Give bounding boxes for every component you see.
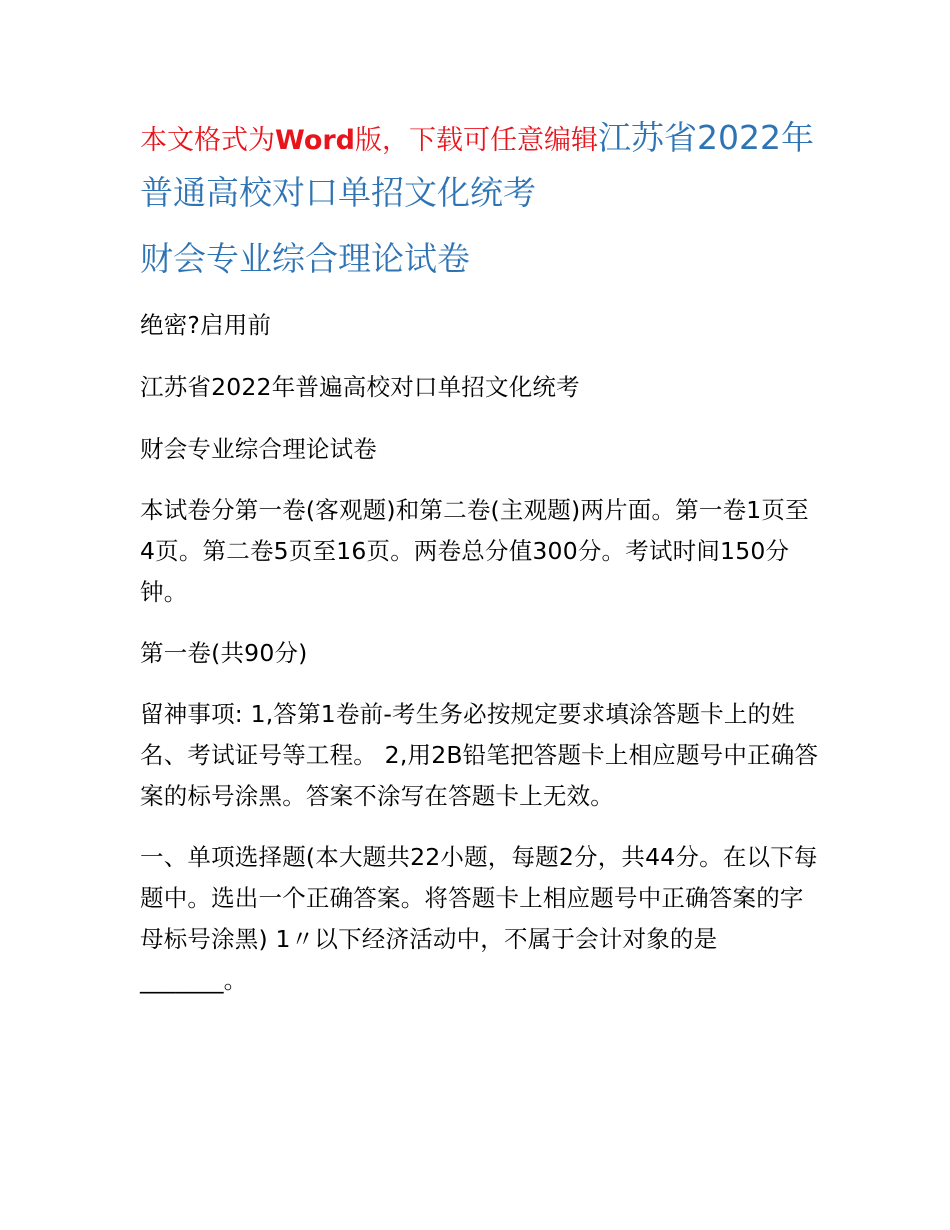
notice-prefix: 本文格式为 (140, 125, 275, 156)
document-page (140, 112, 820, 1001)
paper-name: 财会专业综合理论试卷 (140, 435, 377, 463)
paper-intro: 本试卷分第一卷(客观题)和第二卷(主观题)两片面。第一卷1页至4页。第二卷5页至16页。两卷总分值300分。考试时间150分钟。 (140, 496, 809, 606)
document-title (140, 112, 820, 219)
notice-word: Word (275, 125, 356, 156)
exam-instructions: 留神事项: 1,答第1卷前-考生务必按规定要求填涂答题卡上的姓名、考试证号等工程。 2,用2B铅笔把答题卡上相应题号中正确答案的标号涂黑。答案不涂写在答题卡上无效。 (140, 700, 819, 810)
question-section-intro: 一、单项选择题(本大题共22小题，每题2分，共44分。在以下每题中。选出一个正确答案。将答题卡上相应题号中正确答案的字母标号涂黑) 1〃以下经济活动中，不属于会计对象的是_______。 (140, 843, 818, 994)
notice-suffix: 版，下载可任意编辑 (355, 125, 599, 156)
exam-name: 江苏省2022年普遍高校对口单招文化统考 (140, 373, 580, 401)
title-main: 江苏省2022年普通高校对口单招文化统考 (140, 118, 814, 212)
confidential-mark: 绝密?启用前 (140, 311, 272, 339)
download-notice (140, 125, 598, 156)
section-one-heading: 第一卷(共90分) (140, 639, 308, 667)
document-subtitle: 财会专业综合理论试卷 (140, 239, 470, 278)
